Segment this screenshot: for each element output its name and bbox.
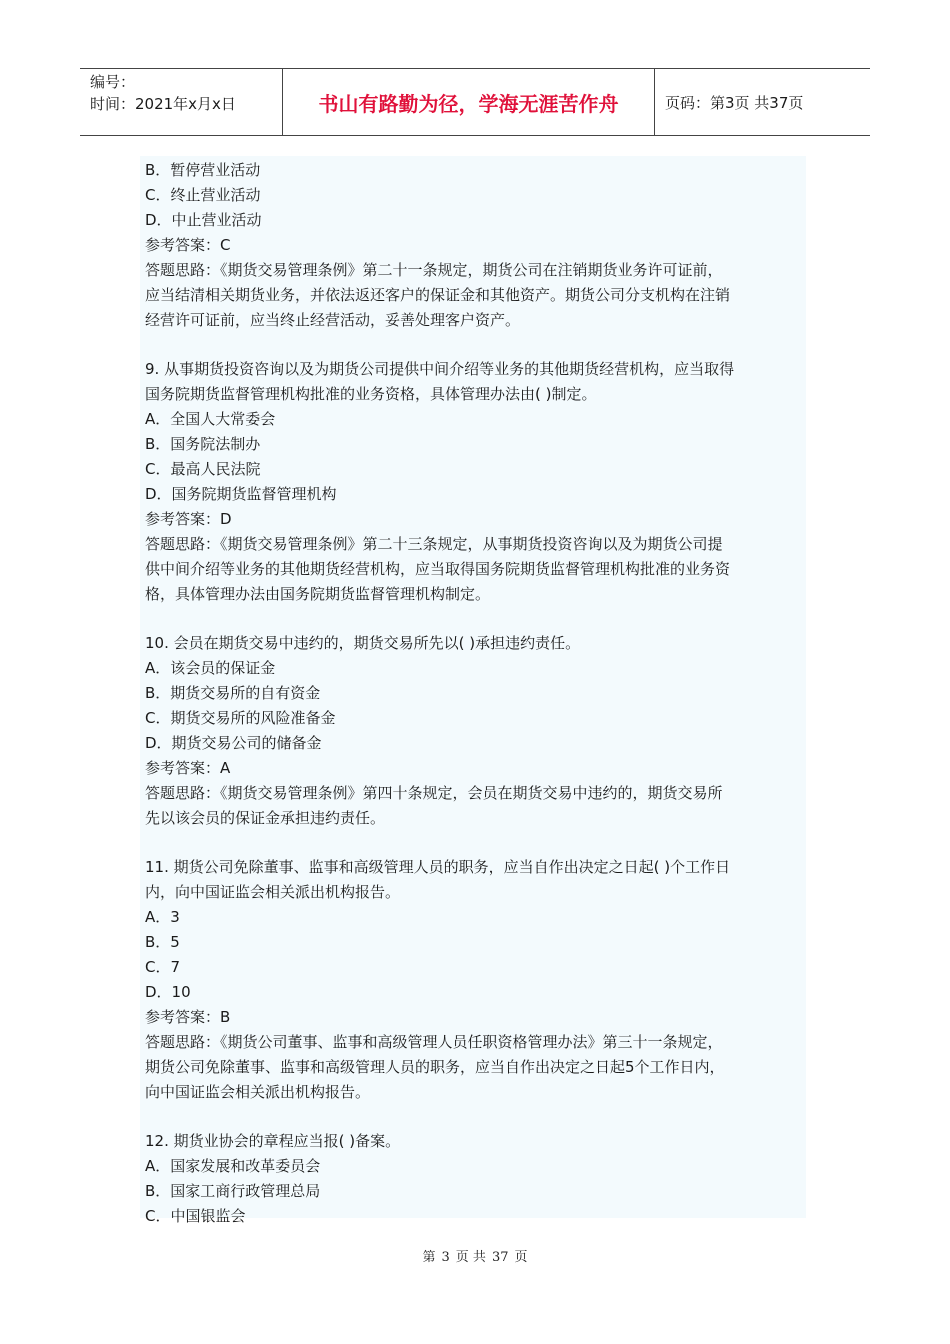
text-line: C．7 bbox=[145, 958, 181, 976]
text-line: 格，具体管理办法由国务院期货监督管理机构制定。 bbox=[145, 585, 491, 603]
text-line: 参考答案：A bbox=[145, 759, 231, 777]
text-line: C．终止营业活动 bbox=[145, 186, 261, 204]
text-line: A．该会员的保证金 bbox=[145, 659, 276, 677]
page-footer bbox=[0, 1246, 950, 1265]
text-line: 9. 从事期货投资咨询以及为期货公司提供中间介绍等业务的其他期货经营机构，应当取得 bbox=[145, 360, 735, 378]
text-line: C．最高人民法院 bbox=[145, 460, 261, 478]
paragraph-gap bbox=[145, 607, 806, 631]
header-meta bbox=[80, 69, 282, 135]
text-line: 答题思路：《期货公司董事、监事和高级管理人员任职资格管理办法》第三十一条规定， bbox=[145, 1033, 723, 1051]
text-line: D．期货交易公司的储备金 bbox=[145, 734, 322, 752]
text-line: C．期货交易所的风险准备金 bbox=[145, 709, 336, 727]
time-label: 时间：2021年x月x日 bbox=[90, 95, 236, 113]
text-line: 10. 会员在期货交易中违约的，期货交易所先以( )承担违约责任。 bbox=[145, 634, 581, 652]
paragraph-gap bbox=[145, 1105, 806, 1129]
text-line: C．中国银监会 bbox=[145, 1207, 246, 1225]
text-line: 供中间介绍等业务的其他期货经营机构，应当取得国务院期货监督管理机构批准的业务资 bbox=[145, 560, 731, 578]
footer-suffix: 页 bbox=[514, 1250, 528, 1265]
text-line: A．全国人大常委会 bbox=[145, 410, 276, 428]
text-line: 经营许可证前，应当终止经营活动，妥善处理客户资产。 bbox=[145, 311, 521, 329]
paragraph-gap bbox=[145, 333, 806, 357]
text-line: 参考答案：D bbox=[145, 510, 232, 528]
text-line: 参考答案：B bbox=[145, 1008, 231, 1026]
footer-prefix: 第 bbox=[422, 1250, 436, 1265]
number-label: 编号： bbox=[90, 73, 136, 91]
text-line: B．5 bbox=[145, 933, 180, 951]
text-line: A．国家发展和改革委员会 bbox=[145, 1157, 321, 1175]
text-line: 期货公司免除董事、监事和高级管理人员的职务，应当自作出决定之日起5个工作日内， bbox=[145, 1058, 725, 1076]
text-line: 应当结清相关期货业务，并依法返还客户的保证金和其他资产。期货公司分支机构在注销 bbox=[145, 286, 731, 304]
text-line: 先以该会员的保证金承担违约责任。 bbox=[145, 809, 386, 827]
text-line: 12. 期货业协会的章程应当报( )备案。 bbox=[145, 1132, 401, 1150]
header-page-info: 页码：第3页 共37页 bbox=[665, 93, 804, 112]
header-motto: 书山有路勤为径，学海无涯苦作舟 bbox=[282, 69, 655, 135]
text-line: 答题思路：《期货交易管理条例》第四十条规定，会员在期货交易中违约的，期货交易所 bbox=[145, 784, 723, 802]
text-line: 答题思路：《期货交易管理条例》第二十一条规定，期货公司在注销期货业务许可证前， bbox=[145, 261, 723, 279]
header-table bbox=[80, 68, 870, 136]
paragraph-gap bbox=[145, 831, 806, 855]
text-line: 内，向中国证监会相关派出机构报告。 bbox=[145, 883, 401, 901]
text-line: 国务院期货监督管理机构批准的业务资格，具体管理办法由( )制定。 bbox=[145, 385, 597, 403]
text-line: A．3 bbox=[145, 908, 180, 926]
footer-mid: 页 共 bbox=[455, 1250, 486, 1265]
text-line: B．暂停营业活动 bbox=[145, 161, 261, 179]
text-line: 向中国证监会相关派出机构报告。 bbox=[145, 1083, 371, 1101]
text-line: B．国家工商行政管理总局 bbox=[145, 1182, 321, 1200]
text-line: 11. 期货公司免除董事、监事和高级管理人员的职务，应当自作出决定之日起( )个工作日 bbox=[145, 858, 731, 876]
text-line: B．国务院法制办 bbox=[145, 435, 261, 453]
text-line: 参考答案：C bbox=[145, 236, 231, 254]
footer-total-pages: 37 bbox=[491, 1250, 509, 1265]
footer-page-number: 3 bbox=[441, 1250, 450, 1265]
text-line: D．国务院期货监督管理机构 bbox=[145, 485, 337, 503]
text-line: D．中止营业活动 bbox=[145, 211, 262, 229]
text-line: D．10 bbox=[145, 983, 191, 1001]
text-line: 答题思路：《期货交易管理条例》第二十三条规定，从事期货投资咨询以及为期货公司提 bbox=[145, 535, 723, 553]
document-body bbox=[140, 156, 806, 1225]
text-line: B．期货交易所的自有资金 bbox=[145, 684, 321, 702]
